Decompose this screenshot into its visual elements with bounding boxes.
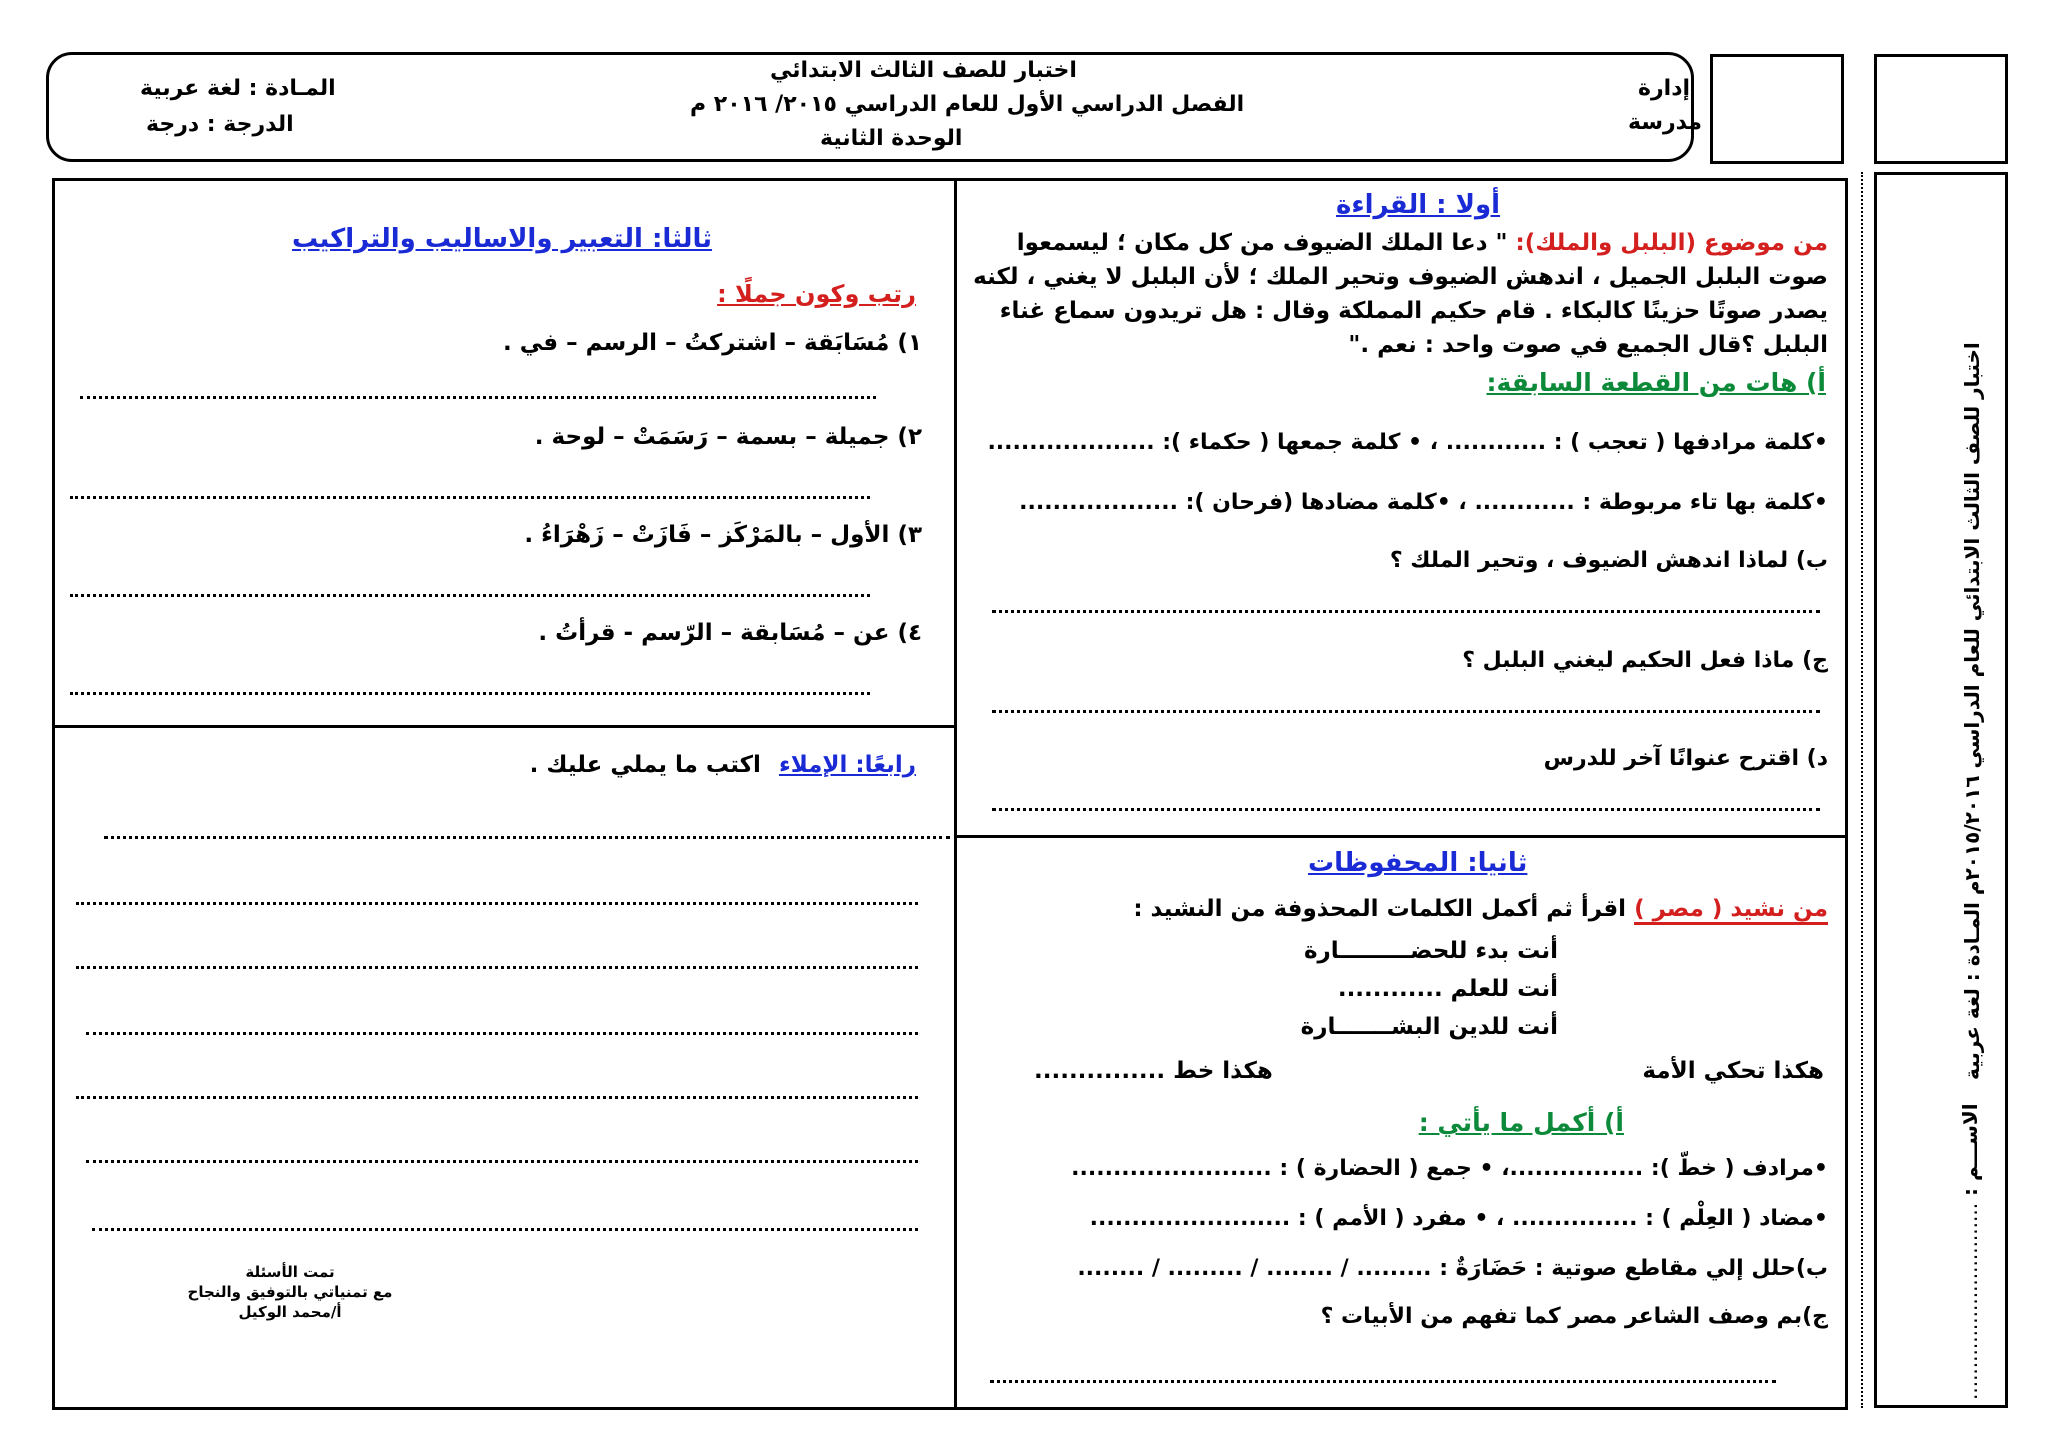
- grade-box-1: [1710, 54, 1844, 164]
- subject-label: المـادة : لغة عربية: [140, 76, 336, 101]
- memorized-topic-label: من نشيد ( مصر ): [1634, 896, 1828, 925]
- dictation-line-6: [86, 1160, 918, 1163]
- memorized-title: ثانيا: المحفوظات: [1308, 848, 1528, 878]
- reading-passage-line4: البلبل ؟قال الجميع في صوت واحد : نعم .": [1348, 332, 1828, 358]
- reading-answer-line-d: [992, 808, 1820, 811]
- dictation-title: رابعًا: الإملاء: [778, 752, 916, 778]
- verse-4-left: هكذا خط ...............: [1034, 1058, 1273, 1084]
- header-title-line3: الوحدة الثانية: [820, 126, 963, 151]
- memorized-q-a-row1: •مرادف ( خطّ ): ................، • جمع ( الحضارة ) : ........................: [1071, 1156, 1828, 1181]
- reading-passage-line1: [1017, 230, 1828, 256]
- footer-signature: [110, 1262, 470, 1322]
- expression-title: ثالثا: التعبير والاساليب والتراكيب: [292, 224, 713, 254]
- side-strip-title: اختبار للصف الثالث الابتدائي للعام الدراسي ٢٠١٥/٢٠١٦م المـادة : لغة عربية: [1960, 342, 1984, 1080]
- school-label: مدرسة: [1628, 110, 1702, 135]
- dictation-instruction: اكتب ما يملي عليك .: [529, 752, 761, 778]
- memorized-q-a-title: أ) أكمل ما يأتي :: [1418, 1108, 1624, 1137]
- verse-4-right: هكذا تحكي الأمة: [1642, 1058, 1824, 1084]
- footer-line-3: أ/محمد الوكيل: [238, 1303, 342, 1321]
- dictation-row: [530, 752, 916, 778]
- admin-label: إدارة: [1638, 76, 1691, 101]
- footer-line-2: مع تمنياتي بالتوفيق والنجاح: [187, 1283, 393, 1301]
- order-item-3: ٣) الأول – بالمَرْكَز – فَازَتْ – زَهْرَاءُ .: [524, 522, 922, 548]
- reading-passage-line3: يصدر صوتًا حزينًا كالبكاء . قام حكيم المملكة وقال : هل تريدون سماع غناء: [999, 298, 1828, 324]
- header-title-line1: اختبار للصف الثالث الابتدائي: [770, 58, 1077, 83]
- left-divider: [52, 725, 954, 728]
- dictation-line-7: [92, 1228, 918, 1231]
- memorized-answer-line-c: [990, 1380, 1776, 1383]
- verse-1: أنت بدء للحضـــــــــارة: [1303, 938, 1558, 964]
- memorized-q-b: ب)حلل إلي مقاطع صوتية : حَضَارَةٌ : ......... / ........ / ......... / ........: [1077, 1256, 1828, 1281]
- reading-q-a-row1: •كلمة مرادفها ( تعجب ) : ............ ، • كلمة جمعها ( حكماء ): ....................: [987, 430, 1828, 455]
- reading-title: أولا : القراءة: [1336, 190, 1501, 220]
- reading-topic-label: من موضوع (البلبل والملك):: [1515, 230, 1828, 256]
- reading-q-a-title: أ) هات من القطعة السابقة:: [1486, 368, 1826, 397]
- reading-answer-line-c: [992, 710, 1820, 713]
- dictation-line-3: [76, 966, 918, 969]
- name-label: الاســـم :: [1958, 1103, 1982, 1196]
- memorized-instruction-row: [1133, 896, 1828, 922]
- reading-q-a-row2: •كلمة بها تاء مربوطة : ............ ، •كلمة مضادها (فرحان ): ...................: [1019, 490, 1828, 515]
- cut-line: [1861, 172, 1863, 1408]
- order-answer-line-1: [80, 396, 876, 399]
- reading-q-c: ج) ماذا فعل الحكيم ليغني البلبل ؟: [1462, 648, 1828, 673]
- memorized-q-c: ج)بم وصف الشاعر مصر كما تفهم من الأبيات ؟: [1320, 1304, 1828, 1329]
- order-answer-line-2: [70, 496, 870, 499]
- header-title-line2: الفصل الدراسي الأول للعام الدراسي ٢٠١٥/ ٢٠١٦ م: [690, 92, 1245, 117]
- side-strip-text: [1960, 0, 1984, 1080]
- order-item-1: ١) مُسَابَقة – اشتركتُ – الرسم – في .: [502, 330, 922, 356]
- side-strip-frame: [1874, 172, 2008, 1408]
- dictation-line-5: [76, 1096, 918, 1099]
- grade-box-2: [1874, 54, 2008, 164]
- order-answer-line-3: [70, 594, 870, 597]
- memorized-instruction: اقرأ ثم أكمل الكلمات المحذوفة من النشيد :: [1133, 896, 1627, 922]
- reading-q-b: ب) لماذا اندهش الضيوف ، وتحير الملك ؟: [1389, 548, 1828, 573]
- reading-answer-line-b: [992, 610, 1820, 613]
- right-divider: [954, 835, 1848, 838]
- passage-text-1: " دعا الملك الضيوف من كل مكان ؛ ليسمعوا: [1016, 230, 1508, 256]
- name-dots: ...............................: [1958, 1202, 1982, 1400]
- side-strip-name: [1958, 1103, 1982, 1400]
- dictation-line-2: [76, 902, 918, 905]
- reading-passage-line2: صوت البلبل الجميل ، اندهش الضيوف وتحير الملك ؛ لأن البلبل لا يغني ، لكنه: [973, 264, 1828, 290]
- order-item-2: ٢) جميلة – بسمة – رَسَمَتْ – لوحة .: [534, 424, 922, 450]
- verse-2: أنت للعلم ............: [1337, 976, 1558, 1002]
- order-title: رتب وكون جملًا :: [717, 280, 916, 308]
- order-item-4: ٤) عن – مُسَابقة – الرّسم - قرأتُ .: [538, 620, 922, 646]
- dictation-line-4: [86, 1032, 918, 1035]
- side-strip-name-row: [1958, 1103, 1982, 1400]
- order-answer-line-4: [70, 692, 870, 695]
- reading-q-d: د) اقترح عنوانًا آخر للدرس: [1543, 746, 1828, 771]
- memorized-q-a-row2: •مضاد ( العِلْم ) : ............... ، • مفرد ( الأمم ) : ........................: [1089, 1206, 1828, 1231]
- footer-line-1: تمت الأسئلة: [245, 1263, 335, 1281]
- center-divider: [954, 178, 957, 1410]
- verse-3: أنت للدين البشـــــــارة: [1300, 1014, 1558, 1040]
- grade-label: الدرجة : درجة: [146, 112, 294, 137]
- dictation-line-1: [104, 836, 950, 839]
